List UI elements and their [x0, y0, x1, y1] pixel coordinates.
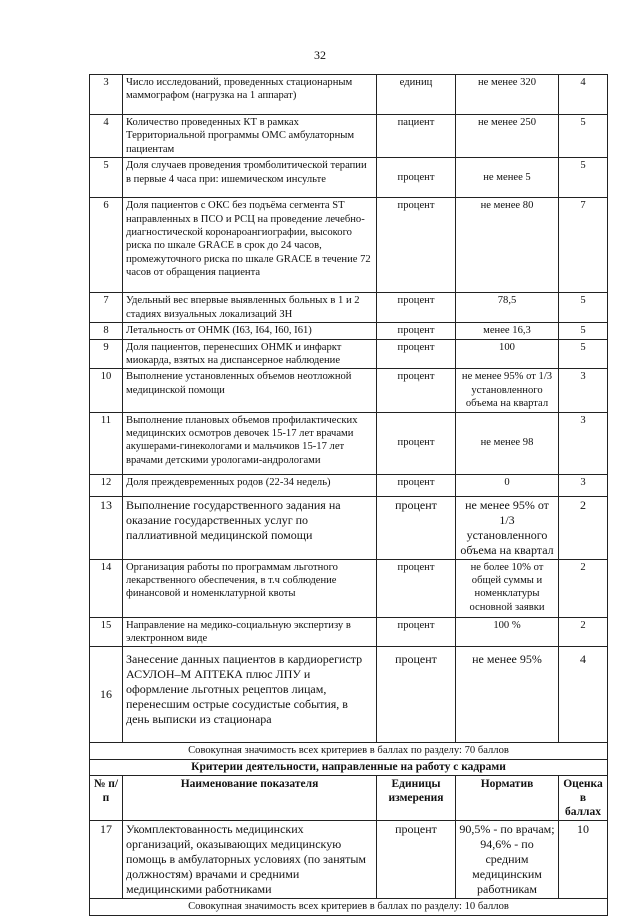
section-heading-row	[90, 759, 608, 775]
table-row	[90, 474, 608, 496]
table-row	[90, 198, 608, 293]
row-number: 13	[90, 496, 123, 559]
score-cell: 3	[559, 474, 608, 496]
page-number: 32	[314, 48, 326, 62]
table-row	[90, 75, 608, 115]
row-number: 4	[90, 115, 123, 158]
norm-cell: не менее 80	[456, 198, 559, 293]
score-cell: 2	[559, 496, 608, 559]
section-total: Совокупная значимость всех критериев в баллах по разделу: 70 баллов	[90, 743, 608, 759]
table-row	[90, 496, 608, 559]
section-total: Совокупная значимость всех критериев в баллах по разделу: 10 баллов	[90, 899, 608, 915]
row-number: 11	[90, 412, 123, 474]
norm-cell: менее 16,3	[456, 323, 559, 339]
header-num: № п/п	[90, 776, 123, 821]
unit-cell: процент	[377, 496, 456, 559]
norm-cell: 78,5	[456, 293, 559, 323]
unit-cell: процент	[377, 158, 456, 198]
unit-cell: процент	[377, 198, 456, 293]
indicator-name: Организация работы по программам льготного лекарственного обеспечения, в т.ч соблюдение финансовой и номенклатурной квоты	[123, 559, 377, 617]
indicator-name: Доля случаев проведения тромболитической терапии в первые 4 часа при: ишемическом инсульте	[123, 158, 377, 198]
row-number: 16	[90, 647, 123, 743]
row-number: 10	[90, 369, 123, 412]
norm-cell: не менее 5	[456, 158, 559, 198]
header-name: Наименование показателя	[123, 776, 377, 821]
table-row	[90, 821, 608, 899]
header-score: Оценка в баллах	[559, 776, 608, 821]
unit-cell: процент	[377, 323, 456, 339]
indicator-name: Выполнение плановых объемов профилактических медицинских осмотров девочек 15-17 лет врачами акушерами-гинекологами и мальчиков 15-17 лет врачами детскими урологами-андрологами	[123, 412, 377, 474]
indicator-name: Доля пациентов с ОКС без подъёма сегмента ST направленных в ПСО и РСЦ на проведение лечебно-диагностической коронароангиографии, высокого риска по шкале GRACE в срок до 24 часов, промежуточного риска по шкале GRACE в течение 72 часов от обращения пациента	[123, 198, 377, 293]
table-row	[90, 647, 608, 743]
row-number: 3	[90, 75, 123, 115]
norm-cell: не более 10% от общей суммы и номенклатуры основной заявки	[456, 559, 559, 617]
score-cell: 2	[559, 617, 608, 647]
score-cell: 5	[559, 323, 608, 339]
indicator-name: Летальность от ОНМК (I63, I64, I60, I61)	[123, 323, 377, 339]
table-row	[90, 412, 608, 474]
table-row	[90, 158, 608, 198]
table-row	[90, 293, 608, 323]
score-cell: 5	[559, 339, 608, 369]
unit-cell: процент	[377, 369, 456, 412]
row-number: 6	[90, 198, 123, 293]
norm-cell: 100	[456, 339, 559, 369]
unit-cell: единиц	[377, 75, 456, 115]
unit-cell: процент	[377, 647, 456, 743]
indicator-name: Количество проведенных КТ в рамках Территориальной программы ОМС амбулаторным пациентам	[123, 115, 377, 158]
table-header-row	[90, 776, 608, 821]
indicator-name: Число исследований, проведенных стационарным маммографом (нагрузка на 1 аппарат)	[123, 75, 377, 115]
score-cell: 5	[559, 293, 608, 323]
score-cell: 3	[559, 412, 608, 474]
criteria-table	[89, 74, 608, 916]
section-total-row	[90, 899, 608, 915]
unit-cell: процент	[377, 821, 456, 899]
row-number: 5	[90, 158, 123, 198]
row-number: 7	[90, 293, 123, 323]
unit-cell: процент	[377, 617, 456, 647]
table-row	[90, 617, 608, 647]
score-cell: 3	[559, 369, 608, 412]
unit-cell: процент	[377, 339, 456, 369]
norm-cell: не менее 95%	[456, 647, 559, 743]
unit-cell: процент	[377, 293, 456, 323]
header-norm: Норматив	[456, 776, 559, 821]
table-row	[90, 559, 608, 617]
row-number: 8	[90, 323, 123, 339]
score-cell: 10	[559, 821, 608, 899]
row-number: 14	[90, 559, 123, 617]
score-cell: 4	[559, 75, 608, 115]
score-cell: 7	[559, 198, 608, 293]
score-cell: 2	[559, 559, 608, 617]
indicator-name: Направление на медико-социальную экспертизу в электронном виде	[123, 617, 377, 647]
norm-cell: 100 %	[456, 617, 559, 647]
unit-cell: процент	[377, 474, 456, 496]
norm-cell: не менее 250	[456, 115, 559, 158]
score-cell: 4	[559, 647, 608, 743]
indicator-name: Выполнение установленных объемов неотложной медицинской помощи	[123, 369, 377, 412]
indicator-name: Доля преждевременных родов (22-34 недель)	[123, 474, 377, 496]
row-number: 12	[90, 474, 123, 496]
norm-cell: не менее 95% от 1/3 установленного объема на квартал	[456, 369, 559, 412]
indicator-name: Занесение данных пациентов в кардиорегистр АСУЛОН–М АПТЕКА плюс ЛПУ и оформление льготных рецептов лицам, перенесшим острые сосудистые события, в день выписки из стационара	[123, 647, 377, 743]
row-number: 9	[90, 339, 123, 369]
table-row	[90, 115, 608, 158]
row-number: 15	[90, 617, 123, 647]
norm-cell: не менее 98	[456, 412, 559, 474]
indicator-name: Укомплектованность медицинских организаций, оказывающих медицинскую помощь в амбулаторных условиях (по занятым должностям) врачами и средними медицинскими работниками	[123, 821, 377, 899]
norm-cell: не менее 95% от 1/3 установленного объема на квартал	[456, 496, 559, 559]
section-total-row	[90, 743, 608, 759]
table-row	[90, 339, 608, 369]
section-heading: Критерии деятельности, направленные на работу с кадрами	[90, 759, 608, 775]
norm-cell: не менее 320	[456, 75, 559, 115]
indicator-name: Выполнение государственного задания на оказание государственных услуг по паллиативной медицинской помощи	[123, 496, 377, 559]
norm-cell: 90,5% - по врачам; 94,6% - по средним медицинским работникам	[456, 821, 559, 899]
score-cell: 5	[559, 115, 608, 158]
header-unit: Единицы измерения	[377, 776, 456, 821]
norm-cell: 0	[456, 474, 559, 496]
indicator-name: Удельный вес впервые выявленных больных в 1 и 2 стадиях визуальных локализаций ЗН	[123, 293, 377, 323]
table-row	[90, 369, 608, 412]
row-number: 17	[90, 821, 123, 899]
unit-cell: процент	[377, 559, 456, 617]
indicator-name: Доля пациентов, перенесших ОНМК и инфаркт миокарда, взятых на диспансерное наблюдение	[123, 339, 377, 369]
table-row	[90, 323, 608, 339]
score-cell: 5	[559, 158, 608, 198]
unit-cell: процент	[377, 412, 456, 474]
unit-cell: пациент	[377, 115, 456, 158]
